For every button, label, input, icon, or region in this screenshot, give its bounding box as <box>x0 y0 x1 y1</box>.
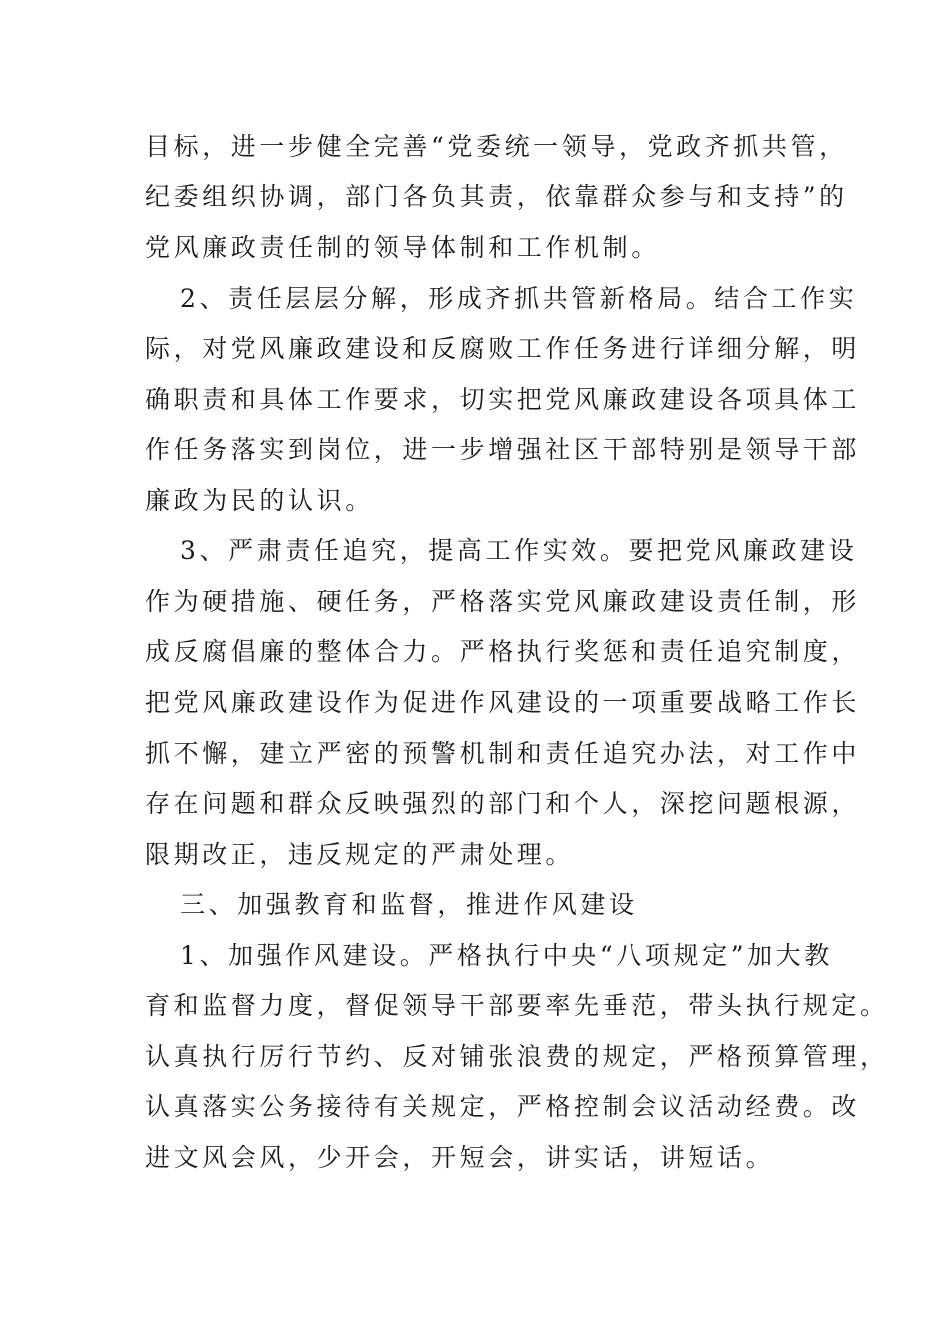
paragraph-start-line: 1、加强作风建设。严格执行中央“八项规定”加大教 <box>180 941 833 970</box>
text-line: 目标，进一步健全完善“党委统一领导，党政齐抓共管， <box>145 132 848 161</box>
text-line: 作任务落实到岗位，进一步增强社区干部特别是领导干部 <box>145 435 861 464</box>
text-line: 廉政为民的认识。 <box>145 486 374 515</box>
text-line: 确职责和具体工作要求，切实把党风廉政建设各项具体工 <box>145 385 861 414</box>
text-line: 把党风廉政建设作为促进作风建设的一项重要战略工作长 <box>145 688 861 717</box>
paragraph-start-line: 3、严肃责任追究，提高工作实效。要把党风廉政建设 <box>180 536 858 565</box>
text-line: 纪委组织协调，部门各负其责，依靠群众参与和支持”的 <box>145 182 848 211</box>
text-line: 认真执行厉行节约、反对铺张浪费的规定，严格预算管理， <box>145 1042 889 1071</box>
paragraph-start-line: 2、责任层层分解，形成齐抓共管新格局。结合工作实 <box>180 284 858 313</box>
text-line: 育和监督力度，督促领导干部要率先垂范，带头执行规定。 <box>145 991 889 1020</box>
text-line: 进文风会风，少开会，开短会，讲实话，讲短话。 <box>145 1143 775 1172</box>
text-line: 限期改正，违反规定的严肃处理。 <box>145 840 575 869</box>
text-line: 成反腐倡廉的整体合力。严格执行奖惩和责任追究制度， <box>145 637 861 666</box>
text-line: 认真落实公务接待有关规定，严格控制会议活动经费。改 <box>145 1092 861 1121</box>
text-line: 作为硬措施、硬任务，严格落实党风廉政建设责任制，形 <box>145 587 861 616</box>
text-line: 抓不懈，建立严密的预警机制和责任追究办法，对工作中 <box>145 739 861 768</box>
text-line: 党风廉政责任制的领导体制和工作机制。 <box>145 233 660 262</box>
text-line: 存在问题和群众反映强烈的部门和个人，深挖问题根源， <box>145 789 861 818</box>
section-heading: 三、加强教育和监督，推进作风建设 <box>180 890 638 919</box>
text-line: 际，对党风廉政建设和反腐败工作任务进行详细分解，明 <box>145 334 861 363</box>
